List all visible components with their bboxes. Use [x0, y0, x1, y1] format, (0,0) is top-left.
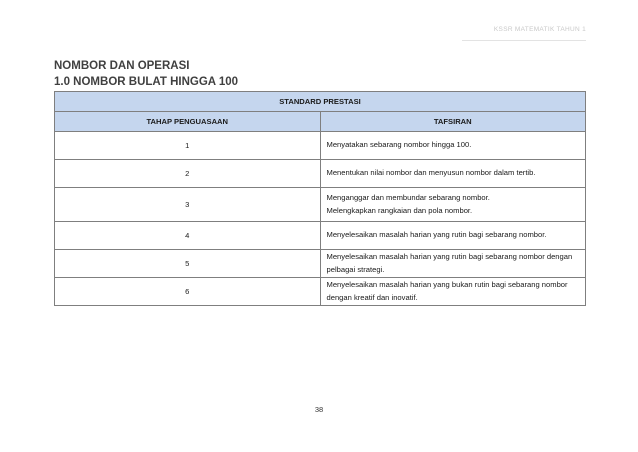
document-header-tag: KSSR MATEMATIK TAHUN 1: [493, 26, 586, 33]
level-cell: 1: [55, 132, 321, 160]
description-text: Menyelesaikan masalah harian yang bukan rutin bagi sebarang nombor dengan kreatif dan inovatif.: [326, 280, 568, 302]
table-row: [55, 160, 586, 188]
description-cell: [320, 222, 586, 250]
standard-prestasi-table: [54, 91, 586, 306]
description-cell: [320, 160, 586, 188]
description-cell: [320, 250, 586, 278]
description-text: Menganggar dan membundar sebarang nombor.: [326, 193, 490, 202]
description-text: Menentukan nilai nombor dan menyusun nombor dalam tertib.: [326, 168, 536, 178]
description-cell: [320, 188, 586, 222]
level-cell: 4: [55, 222, 321, 250]
description-text: Menyatakan sebarang nombor hingga 100.: [326, 140, 472, 150]
subtopic-title: 1.0 NOMBOR BULAT HINGGA 100: [54, 76, 239, 88]
description-text: Menyelesaikan masalah harian yang rutin bagi sebarang nombor dengan pelbagai strategi.: [326, 252, 573, 274]
level-cell: 6: [55, 278, 321, 306]
table-row: [55, 250, 586, 278]
column-header-description: TAFSIRAN: [320, 112, 586, 132]
table-row: [55, 132, 586, 160]
header-divider: [462, 40, 586, 41]
description-cell: [320, 278, 586, 306]
level-cell: 2: [55, 160, 321, 188]
description-text: Menyelesaikan masalah harian yang rutin bagi sebarang nombor.: [326, 230, 547, 240]
topic-title: NOMBOR DAN OPERASI: [54, 60, 190, 72]
table-row: [55, 278, 586, 306]
column-header-level: TAHAP PENGUASAAN: [55, 112, 321, 132]
description-text: Melengkapkan rangkaian dan pola nombor.: [326, 205, 473, 215]
level-cell: 3: [55, 188, 321, 222]
table-row: [55, 222, 586, 250]
table-row: [55, 188, 586, 222]
page-number: 38: [314, 405, 324, 414]
description-cell: [320, 132, 586, 160]
level-cell: 5: [55, 250, 321, 278]
section-title: [54, 58, 238, 90]
table-caption: STANDARD PRESTASI: [55, 92, 586, 112]
